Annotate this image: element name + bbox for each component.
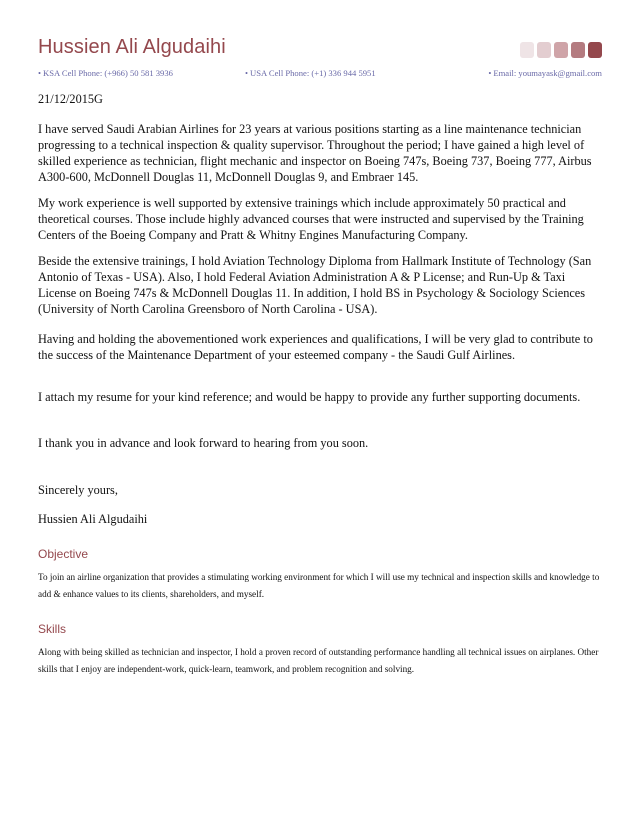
email-text: Email: youmayask@gmail.com	[493, 68, 602, 78]
swatch-4	[571, 42, 585, 58]
ksa-phone-text: KSA Cell Phone: (+966) 50 581 3936	[43, 68, 173, 78]
letter-paragraph-2: My work experience is well supported by extensive trainings which include approximately 50 practical and theoretical courses. Those include highly advanced courses that were instructed and supervised by the Training Centers of the Boeing Company and Pratt & Whitny Engines Manufacturing Company.	[38, 196, 584, 242]
skills-text: Along with being skilled as technician and inspector, I hold a proven record of outstanding performance handling all technical issues on airplanes. Other skills that I enjoy are independent-work, quick-learn, teamwork, and problem recognition and solving.	[38, 647, 599, 674]
bullet-icon: •	[245, 68, 249, 78]
objective-text: To join an airline organization that provides a stimulating working environment for which I will use my technical and inspection skills and knowledge to add & enhance values to its clients, shareholders, and myself.	[38, 572, 600, 599]
letter-paragraph-5: I attach my resume for your kind reference; and would be happy to provide any further supporting documents.	[38, 390, 581, 404]
letter-date: 21/12/2015G	[38, 92, 103, 106]
swatch-2	[537, 42, 551, 58]
usa-phone-text: USA Cell Phone: (+1) 336 944 5951	[250, 68, 376, 78]
bullet-icon: •	[488, 68, 492, 78]
applicant-name: Hussien Ali Algudaihi	[38, 36, 226, 58]
skills-heading: Skills	[38, 622, 67, 636]
contact-row	[38, 68, 602, 80]
swatch-3	[554, 42, 568, 58]
letter-paragraph-4: Having and holding the abovementioned work experiences and qualifications, I will be very glad to contribute to the success of the Maintenance Department of your esteemed company - the Saudi Gulf Airlines.	[38, 332, 593, 362]
objective-heading: Objective	[38, 547, 89, 561]
swatch-5	[588, 42, 602, 58]
letter-signature: Hussien Ali Algudaihi	[38, 512, 148, 526]
letter-paragraph-1: I have served Saudi Arabian Airlines for 23 years at various positions starting as a line maintenance technician progressing to a technical inspection & quality supervisor. Throughout the period; I have gained a high level of skilled experience as technician, flight mechanic and inspector on Boeing 747s, Boeing 737, Boeing 777, Airbus A300-600, McDonnell Douglas 11, McDonnell Douglas 9, and Embraer 145.	[38, 122, 592, 184]
letter-closing: Sincerely yours,	[38, 483, 118, 497]
contact-usa-phone	[245, 68, 376, 78]
contact-email	[488, 68, 602, 78]
letter-paragraph-6: I thank you in advance and look forward to hearing from you soon.	[38, 436, 369, 450]
bullet-icon: •	[38, 68, 42, 78]
color-swatches	[520, 42, 602, 58]
letter-paragraph-3: Beside the extensive trainings, I hold Aviation Technology Diploma from Hallmark Institute of Technology (San Antonio of Texas - USA). Also, I hold Federal Aviation Administration A & P License; and Run-Up & Taxi License on Boeing 747s & McDonnell Douglas 11. In addition, I hold BS in Psychology & Sociology Sciences (University of North Carolina Greensboro of North Carolina - USA).	[38, 254, 592, 316]
contact-ksa-phone	[38, 68, 173, 78]
swatch-1	[520, 42, 534, 58]
